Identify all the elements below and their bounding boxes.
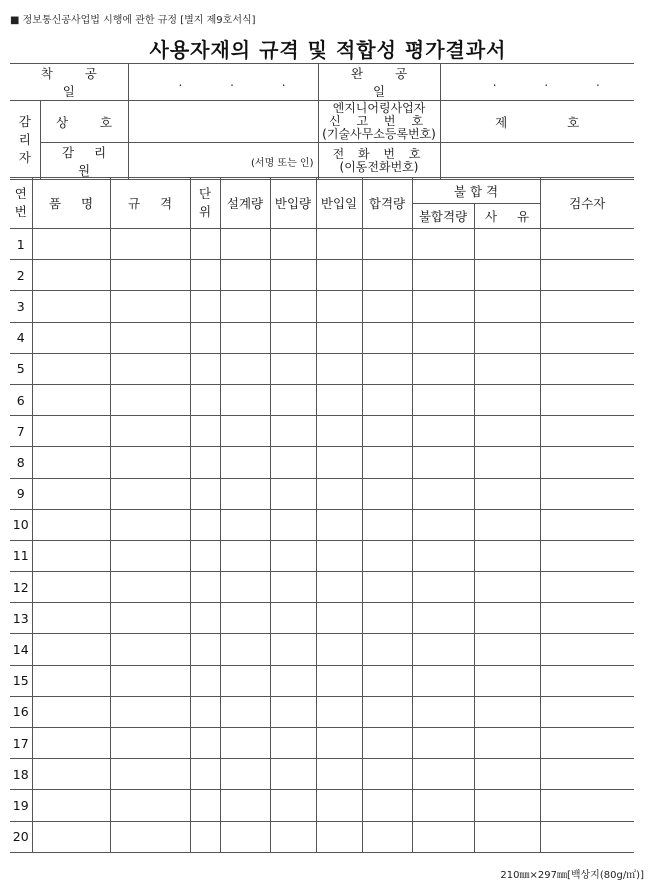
table-cell[interactable] [316, 416, 362, 447]
table-cell[interactable] [220, 260, 270, 291]
table-cell[interactable] [412, 384, 474, 415]
table-cell[interactable] [412, 728, 474, 759]
table-cell[interactable] [540, 229, 634, 260]
table-cell[interactable] [540, 478, 634, 509]
table-cell[interactable] [412, 696, 474, 727]
table-cell[interactable] [474, 572, 540, 603]
table-cell[interactable] [110, 322, 190, 353]
col-header-pass-qty: 합격량 [362, 178, 412, 229]
table-row [10, 291, 634, 322]
table-cell[interactable] [270, 665, 316, 696]
table-cell[interactable] [362, 634, 412, 665]
table-cell[interactable] [316, 447, 362, 478]
table-cell[interactable] [190, 790, 220, 821]
table-cell[interactable] [362, 353, 412, 384]
table-cell[interactable] [474, 322, 540, 353]
row-number: 20 [10, 821, 32, 852]
company-label: 상 호 [40, 101, 128, 143]
table-row [10, 540, 634, 571]
table-cell[interactable] [316, 728, 362, 759]
table-row [10, 665, 634, 696]
table-cell[interactable] [412, 603, 474, 634]
table-cell[interactable] [220, 759, 270, 790]
table-cell[interactable] [362, 322, 412, 353]
start-date-label: 착 공 일 [10, 64, 128, 101]
table-cell[interactable] [316, 790, 362, 821]
row-number: 4 [10, 322, 32, 353]
table-cell[interactable] [32, 821, 110, 852]
table-row [10, 322, 634, 353]
table-cell[interactable] [270, 790, 316, 821]
table-cell[interactable] [220, 572, 270, 603]
col-header-unit-char: 위 [198, 204, 212, 219]
table-cell[interactable] [474, 384, 540, 415]
table-cell[interactable] [190, 447, 220, 478]
table-cell[interactable] [362, 291, 412, 322]
table-cell[interactable] [110, 603, 190, 634]
start-date-field[interactable]: . . . [128, 64, 318, 101]
table-cell[interactable] [110, 416, 190, 447]
table-row [10, 696, 634, 727]
engineering-reg-line: (기술사무소등록번호) [322, 127, 436, 141]
col-header-delivered-qty: 반입량 [270, 178, 316, 229]
table-cell[interactable] [110, 260, 190, 291]
table-cell[interactable] [32, 696, 110, 727]
table-cell[interactable] [190, 416, 220, 447]
table-cell[interactable] [540, 384, 634, 415]
table-cell[interactable] [32, 509, 110, 540]
table-row [10, 478, 634, 509]
phone-line: 전 화 번 호 [332, 147, 426, 161]
col-header-no [10, 178, 32, 229]
row-number: 12 [10, 572, 32, 603]
table-cell[interactable] [412, 447, 474, 478]
table-cell[interactable] [190, 696, 220, 727]
table-cell[interactable] [540, 291, 634, 322]
form-caption: ■ 정보통신공사업법 시행에 관한 규정 [별지 제9호서식] [10, 15, 256, 26]
row-number: 9 [10, 478, 32, 509]
col-header-no-char: 연 [14, 186, 27, 201]
engineering-reg-label [318, 101, 440, 143]
table-cell[interactable] [32, 759, 110, 790]
table-cell[interactable] [316, 759, 362, 790]
reg-no-prefix: 제 [495, 114, 508, 130]
table-cell[interactable] [316, 291, 362, 322]
row-number: 17 [10, 728, 32, 759]
table-cell[interactable] [190, 821, 220, 852]
row-number: 7 [10, 416, 32, 447]
row-number: 10 [10, 509, 32, 540]
table-cell[interactable] [474, 821, 540, 852]
table-cell[interactable] [540, 509, 634, 540]
table-cell[interactable] [220, 509, 270, 540]
table-cell[interactable] [474, 447, 540, 478]
table-cell[interactable] [412, 416, 474, 447]
table-cell[interactable] [362, 759, 412, 790]
table-body [10, 229, 634, 853]
table-cell[interactable] [110, 728, 190, 759]
table-cell[interactable] [412, 665, 474, 696]
supervisor-name-label: 감 리 원 [40, 143, 128, 180]
table-cell[interactable] [110, 540, 190, 571]
col-header-no-char: 번 [14, 204, 27, 219]
table-cell[interactable] [540, 603, 634, 634]
supervisor-label-char: 리 [18, 132, 31, 147]
row-number: 11 [10, 540, 32, 571]
reg-no-suffix: 호 [567, 114, 580, 130]
table-cell[interactable] [474, 790, 540, 821]
table-cell[interactable] [270, 509, 316, 540]
table-cell[interactable] [412, 821, 474, 852]
table-cell[interactable] [32, 447, 110, 478]
table-cell[interactable] [220, 384, 270, 415]
table-cell[interactable] [362, 229, 412, 260]
col-header-spec: 규 격 [110, 178, 190, 229]
table-cell[interactable] [270, 447, 316, 478]
table-cell[interactable] [220, 353, 270, 384]
table-cell[interactable] [220, 478, 270, 509]
table-cell[interactable] [110, 353, 190, 384]
table-cell[interactable] [32, 790, 110, 821]
table-cell[interactable] [270, 821, 316, 852]
table-cell[interactable] [32, 384, 110, 415]
table-cell[interactable] [32, 478, 110, 509]
table-cell[interactable] [540, 665, 634, 696]
table-cell[interactable] [32, 665, 110, 696]
table-cell[interactable] [316, 572, 362, 603]
supervisor-label-char: 감 [18, 114, 31, 129]
table-cell[interactable] [474, 478, 540, 509]
table-cell[interactable] [362, 447, 412, 478]
table-cell[interactable] [316, 603, 362, 634]
table-cell[interactable] [474, 509, 540, 540]
row-number: 14 [10, 634, 32, 665]
table-cell[interactable] [32, 353, 110, 384]
table-cell[interactable] [270, 540, 316, 571]
table-cell[interactable] [270, 728, 316, 759]
table-row [10, 821, 634, 852]
table-cell[interactable] [362, 509, 412, 540]
table-cell[interactable] [540, 540, 634, 571]
table-cell[interactable] [362, 821, 412, 852]
table-cell[interactable] [190, 291, 220, 322]
table-cell[interactable] [220, 322, 270, 353]
table-cell[interactable] [110, 821, 190, 852]
table-cell[interactable] [474, 665, 540, 696]
col-header-unit [190, 178, 220, 229]
table-cell[interactable] [190, 759, 220, 790]
table-cell[interactable] [412, 759, 474, 790]
table-cell[interactable] [540, 759, 634, 790]
table-cell[interactable] [270, 759, 316, 790]
table-cell[interactable] [412, 322, 474, 353]
table-cell[interactable] [110, 384, 190, 415]
table-cell[interactable] [316, 478, 362, 509]
table-cell[interactable] [362, 790, 412, 821]
table-cell[interactable] [540, 728, 634, 759]
table-cell[interactable] [110, 229, 190, 260]
table-cell[interactable] [32, 291, 110, 322]
table-cell[interactable] [270, 634, 316, 665]
table-cell[interactable] [474, 229, 540, 260]
table-cell[interactable] [540, 322, 634, 353]
table-cell[interactable] [270, 229, 316, 260]
row-number: 1 [10, 229, 32, 260]
table-cell[interactable] [220, 603, 270, 634]
table-cell[interactable] [270, 603, 316, 634]
col-header-nonconform-qty: 불합격량 [412, 204, 474, 229]
table-row [10, 728, 634, 759]
table-cell[interactable] [540, 634, 634, 665]
table-cell[interactable] [220, 540, 270, 571]
col-header-reason: 사 유 [474, 204, 540, 229]
table-cell[interactable] [540, 790, 634, 821]
table-cell[interactable] [316, 509, 362, 540]
table-cell[interactable] [474, 540, 540, 571]
table-cell[interactable] [32, 260, 110, 291]
table-cell[interactable] [412, 634, 474, 665]
table-cell[interactable] [220, 790, 270, 821]
table-cell[interactable] [540, 353, 634, 384]
table-row [10, 790, 634, 821]
table-cell[interactable] [412, 291, 474, 322]
table-cell[interactable] [32, 728, 110, 759]
col-header-unit-char: 단 [198, 186, 212, 201]
table-cell[interactable] [190, 260, 220, 291]
table-cell[interactable] [362, 416, 412, 447]
table-cell[interactable] [474, 260, 540, 291]
row-number: 3 [10, 291, 32, 322]
table-cell[interactable] [190, 322, 220, 353]
table-cell[interactable] [190, 634, 220, 665]
table-cell[interactable] [412, 540, 474, 571]
table-cell[interactable] [110, 759, 190, 790]
table-cell[interactable] [190, 540, 220, 571]
table-cell[interactable] [220, 229, 270, 260]
table-cell[interactable] [474, 291, 540, 322]
table-cell[interactable] [190, 353, 220, 384]
row-number: 13 [10, 603, 32, 634]
engineering-reg-line: 신 고 번 호 [329, 114, 429, 128]
table-cell[interactable] [110, 696, 190, 727]
table-cell[interactable] [270, 416, 316, 447]
table-cell[interactable] [316, 821, 362, 852]
table-row [10, 509, 634, 540]
table-cell[interactable] [316, 322, 362, 353]
reg-number-field[interactable] [440, 101, 634, 143]
row-number: 16 [10, 696, 32, 727]
table-cell[interactable] [270, 384, 316, 415]
table-cell[interactable] [412, 229, 474, 260]
table-row [10, 416, 634, 447]
table-cell[interactable] [540, 260, 634, 291]
table-cell[interactable] [474, 353, 540, 384]
paper-size-note: 210㎜×297㎜[백상지(80g/㎡)] [500, 870, 644, 881]
table-cell[interactable] [316, 540, 362, 571]
table-cell[interactable] [190, 509, 220, 540]
table-cell[interactable] [190, 665, 220, 696]
table-cell[interactable] [540, 696, 634, 727]
table-cell[interactable] [270, 478, 316, 509]
table-cell[interactable] [270, 322, 316, 353]
row-number: 6 [10, 384, 32, 415]
supervisor-label-char: 자 [18, 150, 31, 165]
header-table [10, 63, 634, 180]
table-cell[interactable] [362, 572, 412, 603]
table-cell[interactable] [474, 416, 540, 447]
row-number: 19 [10, 790, 32, 821]
col-header-item: 품 명 [32, 178, 110, 229]
table-cell[interactable] [32, 634, 110, 665]
table-cell[interactable] [270, 260, 316, 291]
table-cell[interactable] [362, 540, 412, 571]
table-cell[interactable] [220, 447, 270, 478]
table-cell[interactable] [316, 665, 362, 696]
table-cell[interactable] [362, 696, 412, 727]
table-cell[interactable] [110, 790, 190, 821]
table-row [10, 229, 634, 260]
supervisor-label [10, 101, 40, 180]
table-cell[interactable] [32, 572, 110, 603]
table-cell[interactable] [474, 759, 540, 790]
table-cell[interactable] [190, 229, 220, 260]
table-cell[interactable] [190, 384, 220, 415]
row-number: 18 [10, 759, 32, 790]
table-cell[interactable] [110, 291, 190, 322]
table-cell[interactable] [362, 603, 412, 634]
table-cell[interactable] [474, 603, 540, 634]
col-header-design-qty: 설계량 [220, 178, 270, 229]
table-cell[interactable] [270, 353, 316, 384]
table-row [10, 759, 634, 790]
table-cell[interactable] [270, 291, 316, 322]
table-cell[interactable] [110, 478, 190, 509]
table-cell[interactable] [474, 696, 540, 727]
table-cell[interactable] [362, 728, 412, 759]
table-row [10, 384, 634, 415]
table-cell[interactable] [270, 572, 316, 603]
phone-line: (이동전화번호) [339, 160, 419, 174]
table-cell[interactable] [362, 384, 412, 415]
table-cell[interactable] [412, 790, 474, 821]
table-cell[interactable] [270, 696, 316, 727]
table-cell[interactable] [32, 603, 110, 634]
table-row [10, 572, 634, 603]
table-cell[interactable] [110, 665, 190, 696]
row-number: 15 [10, 665, 32, 696]
company-field[interactable] [128, 101, 318, 143]
table-cell[interactable] [540, 572, 634, 603]
table-cell[interactable] [540, 447, 634, 478]
col-header-delivery-date: 반입일 [316, 178, 362, 229]
table-cell[interactable] [190, 572, 220, 603]
table-cell[interactable] [190, 603, 220, 634]
table-cell[interactable] [220, 821, 270, 852]
col-header-nonconform: 불 합 격 [412, 178, 540, 204]
table-cell[interactable] [412, 509, 474, 540]
table-cell[interactable] [316, 696, 362, 727]
row-number: 5 [10, 353, 32, 384]
table-cell[interactable] [220, 728, 270, 759]
table-cell[interactable] [110, 572, 190, 603]
section-divider [10, 171, 634, 175]
table-cell[interactable] [316, 634, 362, 665]
table-row [10, 447, 634, 478]
table-cell[interactable] [220, 634, 270, 665]
row-number: 2 [10, 260, 32, 291]
table-cell[interactable] [474, 728, 540, 759]
table-cell[interactable] [220, 665, 270, 696]
table-cell[interactable] [220, 291, 270, 322]
table-cell[interactable] [540, 416, 634, 447]
table-cell[interactable] [110, 447, 190, 478]
table-cell[interactable] [220, 696, 270, 727]
table-row [10, 260, 634, 291]
table-cell[interactable] [412, 478, 474, 509]
signature-hint: (서명 또는 인) [251, 157, 314, 169]
table-cell[interactable] [362, 665, 412, 696]
row-number: 8 [10, 447, 32, 478]
table-cell[interactable] [316, 384, 362, 415]
table-cell[interactable] [316, 353, 362, 384]
table-row [10, 634, 634, 665]
table-cell[interactable] [110, 634, 190, 665]
page-title: 사용자재의 규격 및 적합성 평가결과서 [149, 38, 507, 62]
table-cell[interactable] [412, 353, 474, 384]
table-cell[interactable] [412, 572, 474, 603]
end-date-field[interactable]: . . . [440, 64, 634, 101]
col-header-inspector: 검수자 [540, 178, 634, 229]
table-cell[interactable] [220, 416, 270, 447]
table-cell[interactable] [32, 229, 110, 260]
table-cell[interactable] [316, 260, 362, 291]
table-cell[interactable] [412, 260, 474, 291]
table-cell[interactable] [362, 260, 412, 291]
table-cell[interactable] [474, 634, 540, 665]
table-cell[interactable] [540, 821, 634, 852]
engineering-reg-line: 엔지니어링사업자 [332, 101, 426, 115]
table-cell[interactable] [190, 478, 220, 509]
table-cell[interactable] [32, 540, 110, 571]
table-cell[interactable] [32, 322, 110, 353]
table-cell[interactable] [362, 478, 412, 509]
table-row [10, 603, 634, 634]
table-cell[interactable] [32, 416, 110, 447]
table-cell[interactable] [190, 728, 220, 759]
table-cell[interactable] [316, 229, 362, 260]
table-cell[interactable] [110, 509, 190, 540]
table-row [10, 353, 634, 384]
materials-table [10, 177, 634, 853]
end-date-label: 완 공 일 [318, 64, 440, 101]
